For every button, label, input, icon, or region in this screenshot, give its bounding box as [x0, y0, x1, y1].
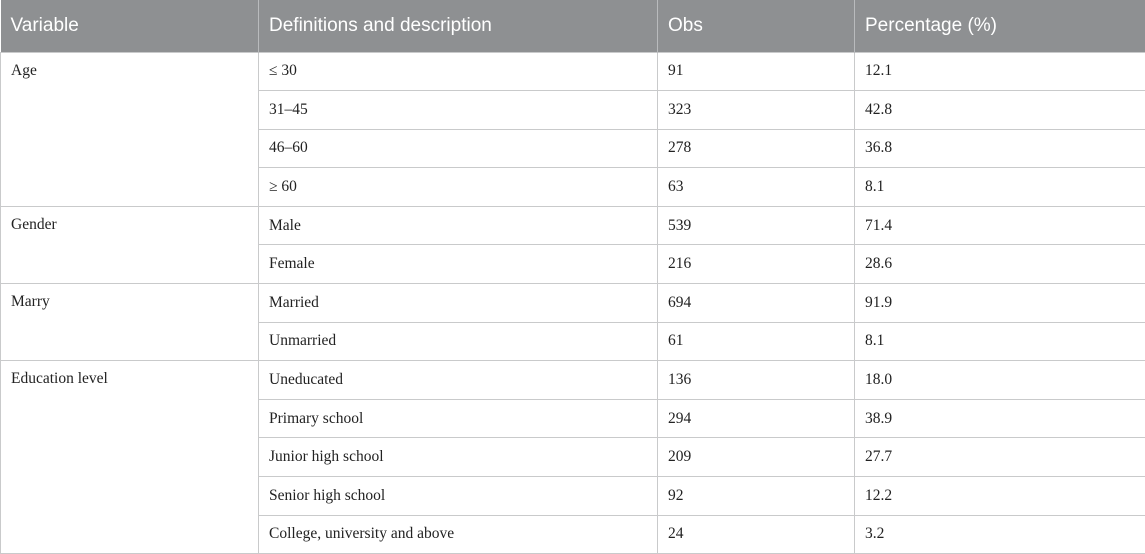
header-variable: Variable [1, 0, 259, 52]
table-body [1, 52, 1145, 554]
table-row [1, 52, 1145, 91]
percentage-cell: 8.1 [855, 322, 1145, 361]
percentage-cell: 42.8 [855, 91, 1145, 130]
description-cell: Married [259, 284, 658, 323]
percentage-cell: 27.7 [855, 438, 1145, 477]
percentage-cell: 3.2 [855, 515, 1145, 554]
percentage-cell: 12.2 [855, 477, 1145, 516]
obs-cell: 539 [658, 206, 855, 245]
table-row [1, 206, 1145, 245]
description-cell: Unmarried [259, 322, 658, 361]
obs-cell: 216 [658, 245, 855, 284]
obs-cell: 63 [658, 168, 855, 207]
header-description: Definitions and description [259, 0, 658, 52]
obs-cell: 694 [658, 284, 855, 323]
obs-cell: 24 [658, 515, 855, 554]
description-cell: ≥ 60 [259, 168, 658, 207]
obs-cell: 92 [658, 477, 855, 516]
header-row [1, 0, 1145, 52]
description-cell: Male [259, 206, 658, 245]
obs-cell: 136 [658, 361, 855, 400]
description-cell: Junior high school [259, 438, 658, 477]
table-row [1, 361, 1145, 400]
description-cell: 46–60 [259, 129, 658, 168]
header-obs: Obs [658, 0, 855, 52]
percentage-cell: 71.4 [855, 206, 1145, 245]
table-row [1, 284, 1145, 323]
description-cell: 31–45 [259, 91, 658, 130]
description-cell: Female [259, 245, 658, 284]
percentage-cell: 36.8 [855, 129, 1145, 168]
variable-cell: Age [1, 52, 259, 206]
description-cell: College, university and above [259, 515, 658, 554]
table-header [1, 0, 1145, 52]
obs-cell: 209 [658, 438, 855, 477]
description-cell: Uneducated [259, 361, 658, 400]
obs-cell: 61 [658, 322, 855, 361]
percentage-cell: 38.9 [855, 399, 1145, 438]
percentage-cell: 28.6 [855, 245, 1145, 284]
obs-cell: 294 [658, 399, 855, 438]
percentage-cell: 12.1 [855, 52, 1145, 91]
variable-cell: Education level [1, 361, 259, 554]
description-cell: ≤ 30 [259, 52, 658, 91]
variable-cell: Gender [1, 206, 259, 283]
description-cell: Primary school [259, 399, 658, 438]
obs-cell: 323 [658, 91, 855, 130]
variable-cell: Marry [1, 284, 259, 361]
header-percentage: Percentage (%) [855, 0, 1145, 52]
obs-cell: 91 [658, 52, 855, 91]
percentage-cell: 91.9 [855, 284, 1145, 323]
obs-cell: 278 [658, 129, 855, 168]
percentage-cell: 18.0 [855, 361, 1145, 400]
description-cell: Senior high school [259, 477, 658, 516]
percentage-cell: 8.1 [855, 168, 1145, 207]
